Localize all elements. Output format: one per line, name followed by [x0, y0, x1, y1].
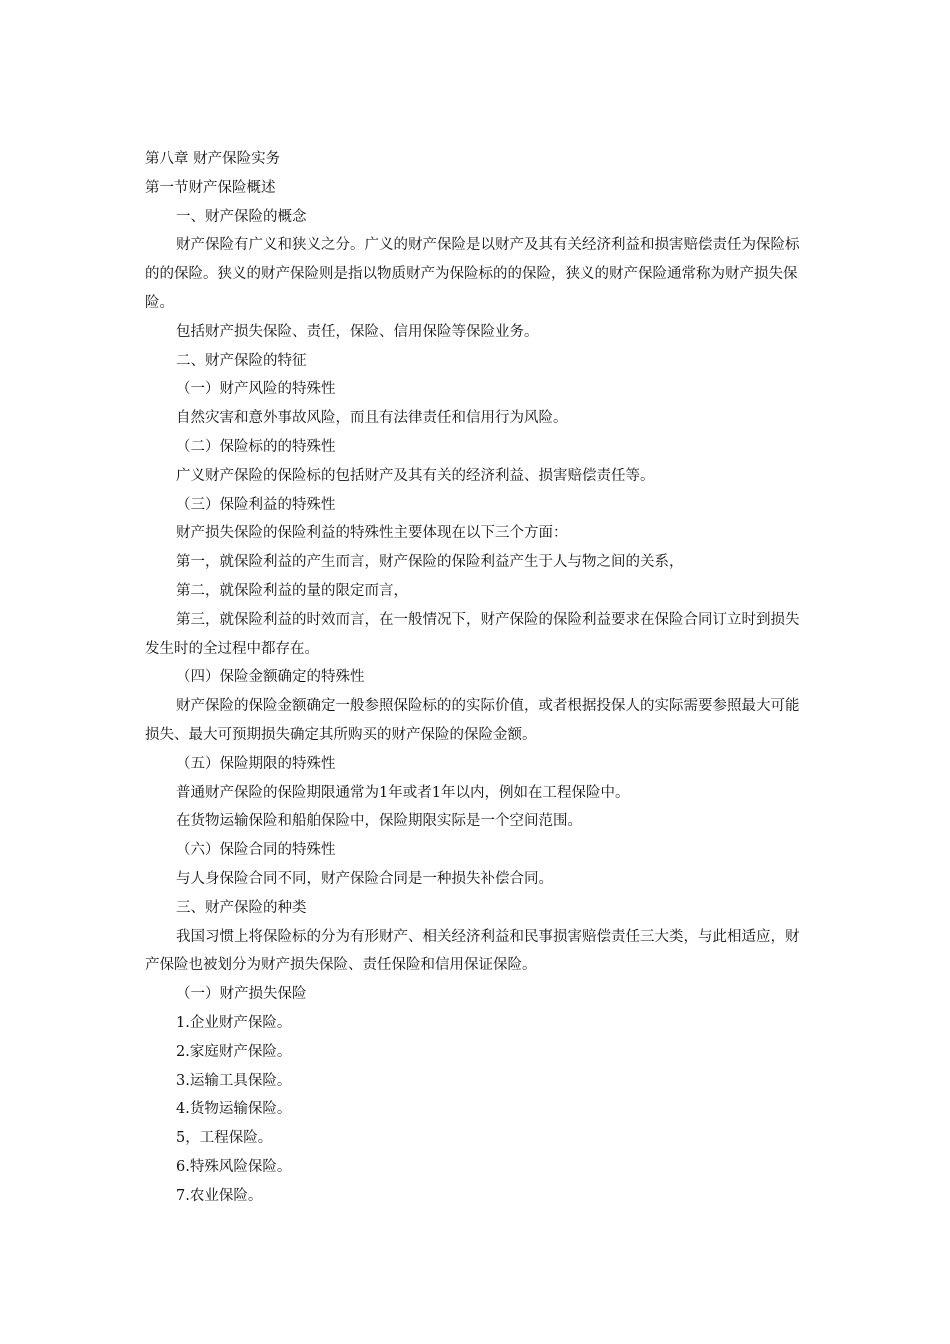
heading-concept: 一、财产保险的概念 — [176, 208, 307, 225]
paragraph-interest-third: 第三，就保险利益的时效而言，在一般情况下，财产保险的保险利益要求在保险合同订立时到损失发生时的全过程中都存在。 — [145, 611, 800, 657]
heading-types: 三、财产保险的种类 — [176, 899, 307, 916]
paragraph-amount: 财产保险的保险金额确定一般参照保险标的的实际价值，或者根据投保人的实际需要参照最大可能损失、最大可预期损失确定其所购买的财产保险的保险金额。 — [145, 698, 800, 743]
list-item: 7.农业保险。 — [176, 1187, 263, 1204]
subheading-property-loss: （一）财产损失保险 — [176, 986, 307, 1003]
list-item: 1.企业财产保险。 — [176, 1014, 292, 1031]
paragraph-risk: 自然灾害和意外事故风险，而且有法律责任和信用行为风险。 — [176, 410, 568, 427]
list-item: 6.特殊风险保险。 — [176, 1158, 292, 1175]
paragraph-types: 我国习惯上将保险标的分为有形财产、相关经济利益和民事损害赔偿责任三大类，与此相适应，财产保险也被划分为财产损失保险、责任保险和信用保证保险。 — [145, 928, 800, 974]
subheading-period: （五）保险期限的特殊性 — [176, 755, 336, 772]
paragraph-concept-scope: 包括财产损失保险、责任，保险、信用保险等保险业务。 — [176, 323, 539, 340]
subheading-contract: （六）保险合同的特殊性 — [176, 842, 336, 859]
paragraph-period-general: 普通财产保险的保险期限通常为1年或者1年以内，例如在工程保险中。 — [176, 784, 630, 801]
heading-features: 二、财产保险的特征 — [176, 352, 307, 369]
list-item: 4.货物运输保险。 — [176, 1101, 292, 1118]
paragraph-period-cargo: 在货物运输保险和船舶保险中，保险期限实际是一个空间范围。 — [176, 813, 582, 830]
paragraph-contract: 与人身保险合同不同，财产保险合同是一种损失补偿合同。 — [176, 870, 553, 887]
chapter-title: 第八章 财产保险实务 — [145, 151, 281, 167]
paragraph-interest-first: 第一，就保险利益的产生而言，财产保险的保险利益产生于人与物之间的关系， — [176, 554, 684, 571]
document-body — [145, 145, 810, 1210]
list-item: 5，工程保险。 — [176, 1130, 273, 1147]
subheading-risk: （一）财产风险的特殊性 — [176, 381, 336, 398]
subheading-amount: （四）保险金额确定的特殊性 — [176, 669, 365, 686]
list-item: 3.运输工具保险。 — [176, 1072, 292, 1089]
subheading-interest: （三）保险利益的特殊性 — [176, 496, 336, 513]
list-item: 2.家庭财产保险。 — [176, 1043, 292, 1060]
section-title: 第一节财产保险概述 — [145, 179, 276, 196]
paragraph-interest-intro: 财产损失保险的保险利益的特殊性主要体现在以下三个方面： — [176, 525, 568, 542]
paragraph-concept-definition: 财产保险有广义和狭义之分。广义的财产保险是以财产及其有关经济利益和损害赔偿责任为保险标的的保险。狭义的财产保险则是指以物质财产为保险标的的保险，狭义的财产保险通常称为财产损失保险。 — [145, 237, 800, 311]
paragraph-interest-second: 第二，就保险利益的量的限定而言， — [176, 582, 408, 599]
paragraph-subject: 广义财产保险的保险标的包括财产及其有关的经济利益、损害赔偿责任等。 — [176, 467, 655, 484]
subheading-subject: （二）保险标的的特殊性 — [176, 438, 336, 455]
